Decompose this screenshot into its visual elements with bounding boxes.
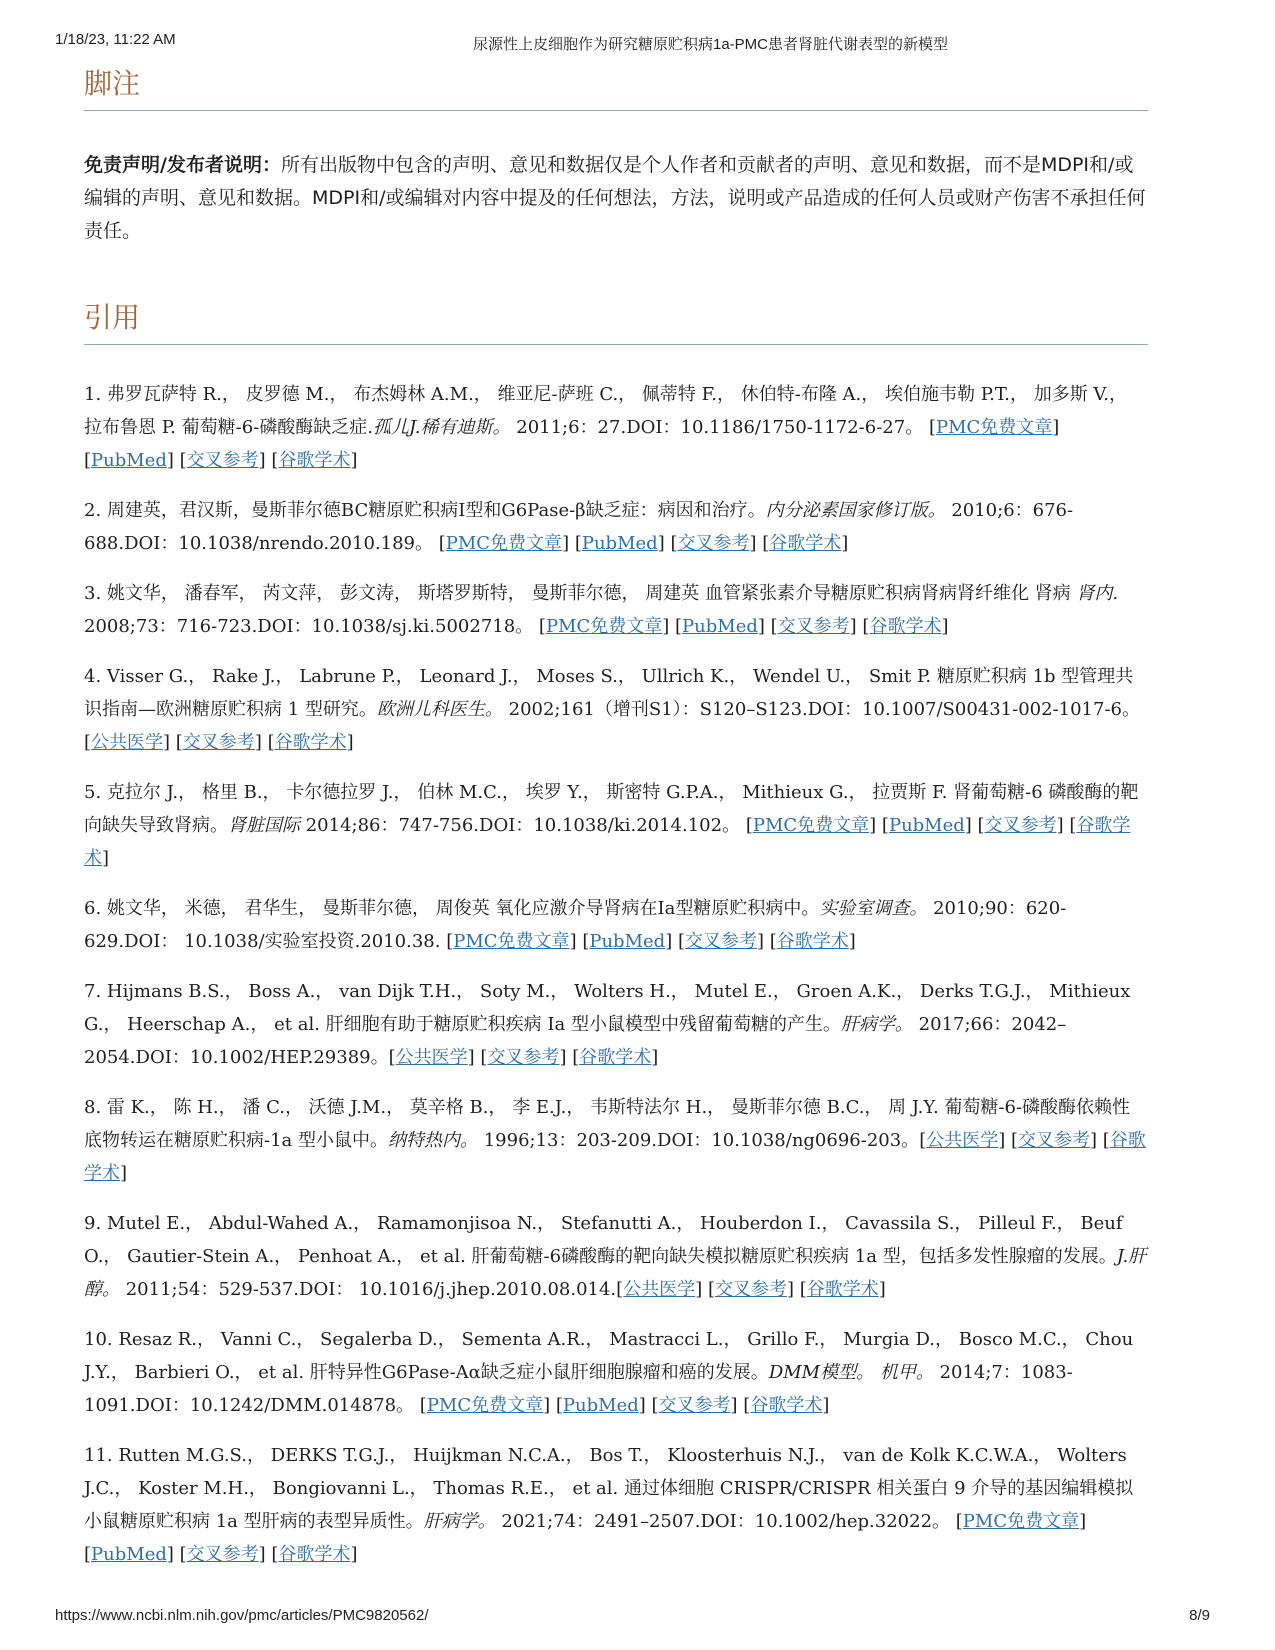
reference-journal: 肝病学。 [840, 1014, 913, 1035]
reference-item [84, 494, 1148, 560]
bracket: [ [538, 616, 546, 637]
reference-link[interactable]: 公共医学 [623, 1279, 696, 1300]
reference-item [84, 378, 1148, 477]
bracket: [ [1063, 815, 1077, 836]
bracket: [ [756, 533, 770, 554]
bracket: [ [388, 1047, 396, 1068]
reference-link[interactable]: PubMed [682, 616, 758, 637]
bracket: ] [638, 1395, 646, 1416]
bracket: ] [849, 616, 857, 637]
reference-journal: 孤儿J.稀有迪斯。 [372, 417, 511, 438]
bracket: [ [876, 815, 889, 836]
print-footer [55, 1607, 1220, 1629]
reference-list [84, 378, 1148, 1571]
reference-link[interactable]: 谷歌学术 [84, 815, 1131, 869]
bracket: [ [170, 732, 183, 753]
bracket: ] [662, 616, 670, 637]
reference-link[interactable]: 交叉参考 [777, 616, 850, 637]
reference-text: 10. Resaz R.， Vanni C.， Segalerba D.， Sementa A.R.， Mastracci L.， Grillo F.， Murgia D.， Bosco M.C.， Chou J.Y.， Barbieri O.， et al. 肝特异性G6Pase-Aα缺乏症小鼠肝细胞腺瘤和癌的发展。 [84, 1329, 1134, 1383]
reference-citation: 2014;7：1083-1091.DOI：10.1242/DMM.014878。 [84, 1362, 1073, 1416]
bracket: ] [350, 450, 358, 471]
bracket: [ [446, 931, 454, 952]
reference-link[interactable]: 谷歌学术 [274, 732, 347, 753]
reference-text: 4. Visser G.， Rake J.， Labrune P.， Leonard J.， Moses S.， Ullrich K.， Wendel U.， Smit P. 糖原贮积病 1b 型管理共识指南—欧洲糖原贮积病 1 型研究。 [84, 666, 1134, 720]
bracket: ] [102, 848, 110, 869]
reference-journal: 肝病学。 [423, 1511, 496, 1532]
reference-citation: 2017;66：2042–2054.DOI：10.1002/HEP.29389。 [84, 1014, 1067, 1068]
bracket: ] [1056, 815, 1064, 836]
bracket: ] [254, 732, 262, 753]
page-number: 8/9 [1189, 1607, 1210, 1624]
bracket: ] [467, 1047, 475, 1068]
reference-link[interactable]: PubMed [91, 450, 167, 471]
reference-link[interactable]: 谷歌学术 [579, 1047, 652, 1068]
reference-journal: DMM模型。 机甲。 [768, 1362, 934, 1383]
reference-citation: 2021;74：2491–2507.DOI：10.1002/hep.32022。 [495, 1511, 956, 1532]
reference-journal: 内分泌素国家修订版。 [765, 500, 946, 521]
bracket: [ [1005, 1130, 1018, 1151]
bracket: [ [645, 1395, 659, 1416]
reference-link[interactable]: PubMed [581, 533, 658, 554]
reference-item [84, 1091, 1148, 1190]
reference-link[interactable]: 谷歌学术 [776, 931, 849, 952]
bracket: ] [350, 1544, 358, 1565]
reference-journal: J.肝醇。 [84, 1246, 1147, 1300]
reference-link[interactable]: 谷歌学术 [278, 450, 351, 471]
reference-link[interactable]: PubMed [91, 1544, 167, 1565]
reference-link[interactable]: 公共医学 [91, 732, 164, 753]
reference-item [84, 892, 1148, 958]
bracket: ] [543, 1395, 551, 1416]
reference-link[interactable]: 交叉参考 [677, 533, 750, 554]
bracket: ] [757, 616, 765, 637]
bracket: ] [756, 931, 764, 952]
reference-item [84, 577, 1148, 643]
bracket: [ [794, 1279, 807, 1300]
reference-text: 5. 克拉尔 J.， 格里 B.， 卡尔德拉罗 J.， 伯林 M.C.， 埃罗 Y.， 斯密特 G.P.A.， Mithieux G.， 拉贾斯 F. 肾葡萄糖-6 磷酸酶的靶向缺失导致肾病。 [84, 782, 1139, 836]
reference-item [84, 1207, 1148, 1306]
reference-citation: 2010;6：676-688.DOI：10.1038/nrendo.2010.189。 [84, 500, 1074, 554]
reference-text: 1. 弗罗瓦萨特 R.， 皮罗德 M.， 布杰姆林 A.M.， 维亚尼-萨班 C.， 佩蒂特 F.， 休伯特-布隆 A.， 埃伯施韦勒 P.T.， 加多斯 V.， 拉布鲁恩 P. 葡萄糖-6-磷酸酶缺乏症. [84, 384, 1128, 438]
reference-journal: 肾脏国际 [228, 815, 300, 836]
bracket: ] [822, 1395, 830, 1416]
reference-link[interactable]: PMC免费文章 [752, 815, 870, 836]
bracket: ] [166, 1544, 174, 1565]
bracket: ] [730, 1395, 738, 1416]
bracket: ] [562, 533, 570, 554]
reference-link[interactable]: 交叉参考 [984, 815, 1057, 836]
bracket: ] [657, 533, 665, 554]
reference-citation: 2011;6：27.DOI：10.1186/1750-1172-6-27。 [510, 417, 929, 438]
bracket: ] [258, 1544, 266, 1565]
reference-link[interactable]: PubMed [562, 1395, 639, 1416]
reference-item [84, 776, 1148, 875]
reference-item [84, 1323, 1148, 1422]
bracket: [ [664, 533, 678, 554]
bracket: ] [964, 815, 972, 836]
bracket: [ [928, 417, 936, 438]
reference-link[interactable]: PMC免费文章 [935, 417, 1053, 438]
print-header [55, 31, 1220, 53]
reference-text: 6. 姚文华， 米德， 君华生， 曼斯菲尔德， 周俊英 氧化应激介导肾病在Ia型糖原贮积病中。 [84, 898, 820, 919]
reference-journal: 肾内. [1076, 583, 1119, 604]
bracket: [ [669, 616, 683, 637]
reference-journal: 实验室调查。 [819, 898, 928, 919]
bracket: [ [265, 450, 279, 471]
bracket: ] [1090, 1130, 1098, 1151]
bracket: [ [261, 732, 275, 753]
reference-link[interactable]: PubMed [589, 931, 666, 952]
bracket: ] [1052, 417, 1060, 438]
bracket: [ [955, 1511, 963, 1532]
bracket: [ [84, 1544, 92, 1565]
reference-item [84, 975, 1148, 1074]
bracket: [ [438, 533, 446, 554]
reference-text: 9. Mutel E.， Abdul-Wahed A.， Ramamonjisoa N.， Stefanutti A.， Houberdon I.， Cavassila S.， Pilleul F.， Beuf O.， Gautier-Stein A.， Penhoat A.， et al. 肝葡萄糖-6磷酸酶的靶向缺失模拟糖原贮积疾病 1a 型，包括多发性腺瘤的发展。 [84, 1213, 1123, 1267]
bracket: ] [665, 931, 673, 952]
footnote-heading: 脚注 [84, 62, 1148, 111]
bracket: ] [120, 1163, 128, 1184]
article-content [84, 62, 1148, 1588]
reference-link[interactable]: 交叉参考 [658, 1395, 731, 1416]
reference-citation: 2008;73：716-723.DOI：10.1038/sj.ki.5002718。 [84, 616, 539, 637]
reference-link[interactable]: 交叉参考 [684, 931, 757, 952]
bracket: [ [569, 533, 582, 554]
bracket: ] [166, 450, 174, 471]
disclaimer-text: 所有出版物中包含的声明、意见和数据仅是个人作者和贡献者的声明、意见和数据，而不是MDPI和/或编辑的声明、意见和数据。MDPI和/或编辑对内容中提及的任何想法，方法，说明或产品造成的任何人员或财产伤害不承担任何责任。 [84, 154, 1146, 242]
bracket: [ [173, 1544, 187, 1565]
bracket: ] [651, 1047, 659, 1068]
reference-item [84, 1439, 1148, 1571]
reference-link[interactable]: PMC免费文章 [545, 616, 663, 637]
bracket: [ [745, 815, 753, 836]
reference-link[interactable]: 谷歌学术 [750, 1395, 823, 1416]
bracket: [ [419, 1395, 427, 1416]
bracket: [ [764, 931, 777, 952]
reference-link[interactable]: 交叉参考 [487, 1047, 560, 1068]
disclaimer-paragraph [84, 149, 1148, 248]
bracket: [ [576, 931, 590, 952]
reference-link[interactable]: PMC免费文章 [453, 931, 570, 952]
bracket: ] [258, 450, 266, 471]
reference-link[interactable]: 交叉参考 [186, 1544, 259, 1565]
bracket: [ [550, 1395, 563, 1416]
bracket: [ [616, 1279, 624, 1300]
bracket: ] [998, 1130, 1006, 1151]
reference-citation: 2014;86：747-756.DOI：10.1038/ki.2014.102。 [300, 815, 746, 836]
bracket: ] [848, 931, 856, 952]
bracket: ] [869, 815, 877, 836]
reference-journal: 纳特热内。 [388, 1130, 478, 1151]
bracket: [ [764, 616, 778, 637]
disclaimer-label: 免责声明/发布者说明： [84, 154, 281, 176]
reference-link[interactable]: 谷歌学术 [806, 1279, 879, 1300]
reference-text: 2. 周建英，君汉斯，曼斯菲尔德BC糖原贮积病I型和G6Pase-β缺乏症：病因和治疗。 [84, 500, 766, 521]
bracket: [ [265, 1544, 279, 1565]
bracket: [ [737, 1395, 751, 1416]
bracket: [ [474, 1047, 488, 1068]
reference-item [84, 660, 1148, 759]
bracket: ] [786, 1279, 794, 1300]
bracket: [ [84, 732, 92, 753]
bracket: ] [841, 533, 849, 554]
bracket: [ [971, 815, 985, 836]
bracket: [ [84, 450, 92, 471]
bracket: ] [559, 1047, 567, 1068]
reference-citation: 1996;13：203-209.DOI：10.1038/ng0696-203。 [478, 1130, 920, 1151]
bracket: ] [695, 1279, 703, 1300]
bracket: ] [163, 732, 171, 753]
print-date: 1/18/23, 11:22 AM [55, 31, 176, 48]
reference-citation: 2011;54：529-537.DOI： 10.1016/j.jhep.2010.08.014. [120, 1279, 617, 1300]
bracket: ] [569, 931, 577, 952]
bracket: ] [346, 732, 354, 753]
references-heading: 引用 [84, 296, 1148, 345]
bracket: ] [941, 616, 949, 637]
reference-link[interactable]: 交叉参考 [1018, 1130, 1090, 1151]
reference-journal: 欧洲儿科医生。 [376, 699, 503, 720]
reference-text: 7. Hijmans B.S.， Boss A.， van Dijk T.H.， Soty M.， Wolters H.， Mutel E.， Groen A.K.， Derks T.G.J.， Mithieux G.， Heerschap A.， et al. 肝细胞有助于糖原贮积疾病 Ia 型小鼠模型中残留葡萄糖的产生。 [84, 981, 1131, 1035]
bracket: [ [919, 1130, 927, 1151]
bracket: ] [878, 1279, 886, 1300]
reference-link[interactable]: 交叉参考 [186, 450, 259, 471]
bracket: [ [672, 931, 685, 952]
print-document-title: 尿源性上皮细胞作为研究糖原贮积病1a-PMC患者肾脏代谢表型的新模型 [473, 36, 949, 53]
bracket: ] [1079, 1511, 1087, 1532]
reference-text: 8. 雷 K.， 陈 H.， 潘 C.， 沃德 J.M.， 莫辛格 B.， 李 E.J.， 韦斯特法尔 H.， 曼斯菲尔德 B.C.， 周 J.Y. 葡萄糖-6-磷酸酶依赖性底物转运在糖原贮积病-1a 型小鼠中。 [84, 1097, 1131, 1151]
bracket: [ [856, 616, 870, 637]
reference-citation: 2002;161（增刊S1）：S120–S123.DOI：10.1007/S00431-002-1017-6。 [502, 699, 1140, 720]
bracket: ] [749, 533, 757, 554]
reference-link[interactable]: 谷歌学术 [869, 616, 942, 637]
reference-link[interactable]: PMC免费文章 [445, 533, 563, 554]
reference-link[interactable]: 交叉参考 [714, 1279, 787, 1300]
page-url: https://www.ncbi.nlm.nih.gov/pmc/articles/PMC9820562/ [55, 1607, 429, 1624]
bracket: [ [173, 450, 187, 471]
bracket: [ [566, 1047, 580, 1068]
reference-text: 3. 姚文华， 潘春军， 芮文萍， 彭文涛， 斯塔罗斯特， 曼斯菲尔德， 周建英 血管紧张素介导糖原贮积病肾病肾纤维化 肾病 [84, 583, 1077, 604]
bracket: [ [1097, 1130, 1110, 1151]
reference-link[interactable]: 公共医学 [395, 1047, 468, 1068]
reference-link[interactable]: 谷歌学术 [769, 533, 842, 554]
reference-text: 11. Rutten M.G.S.， DERKS T.G.J.， Huijkman N.C.A.， Bos T.， Kloosterhuis N.J.， van de Kolk K.C.W.A.， Wolters J.C.， Koster M.H.， Bongiovanni L.， Thomas R.E.， et al. 通过体细胞 CRISPR/CRISPR 相关蛋白 9 介导的基因编辑模拟小鼠糖原贮积病 1a 型肝病的表型异质性。 [84, 1445, 1134, 1532]
reference-link[interactable]: 谷歌学术 [278, 1544, 351, 1565]
reference-link[interactable]: PMC免费文章 [962, 1511, 1080, 1532]
reference-link[interactable]: 公共医学 [926, 1130, 999, 1151]
bracket: [ [702, 1279, 715, 1300]
reference-citation: 2010;90：620-629.DOI： 10.1038/实验室投资.2010.38. [84, 898, 1067, 952]
reference-link[interactable]: PMC免费文章 [426, 1395, 544, 1416]
reference-link[interactable]: 交叉参考 [182, 732, 255, 753]
reference-link[interactable]: PubMed [888, 815, 965, 836]
reference-link[interactable]: 谷歌学术 [84, 1130, 1146, 1184]
